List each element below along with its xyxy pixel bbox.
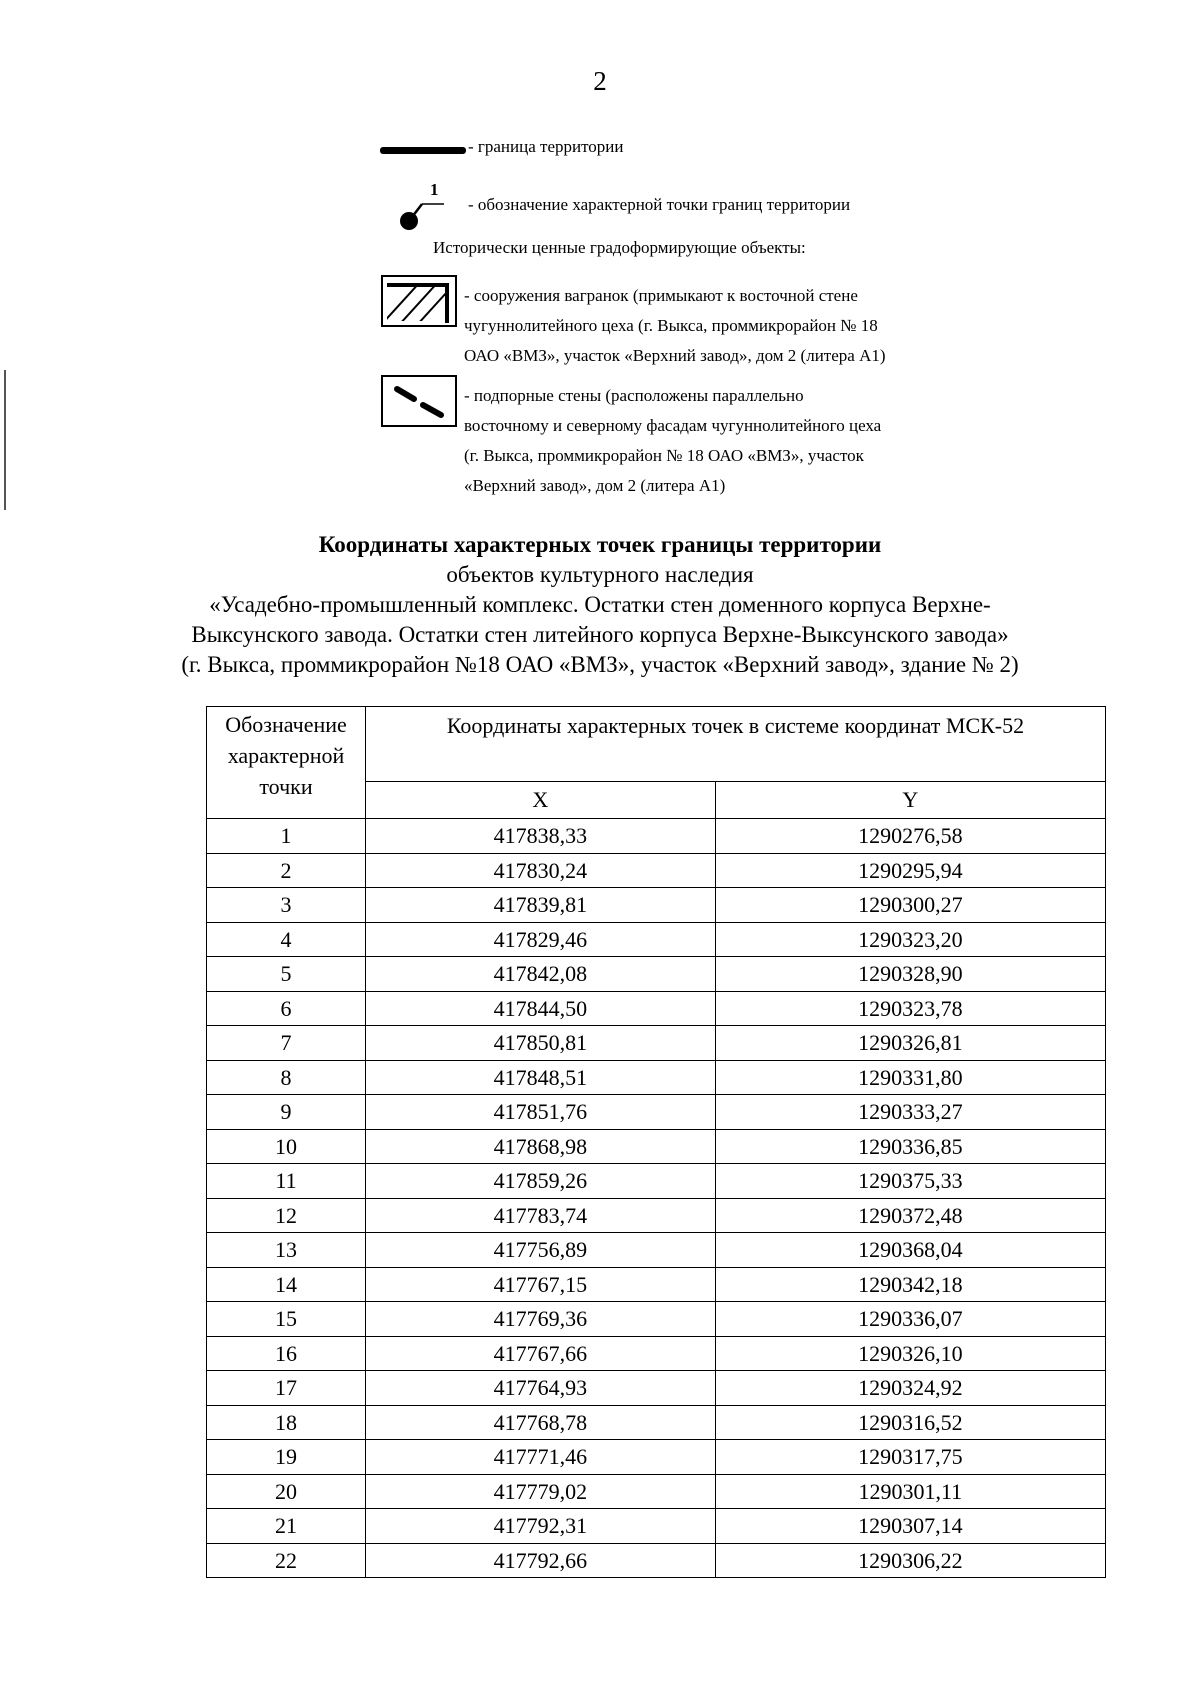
y-coordinate-cell: 1290342,18 [715,1267,1105,1302]
x-coordinate-cell: 417792,31 [366,1509,716,1544]
point-number-cell: 18 [207,1405,366,1440]
x-coordinate-cell: 417850,81 [366,1026,716,1061]
point-number-cell: 11 [207,1164,366,1199]
table-row [207,1543,1106,1578]
point-number-cell: 17 [207,1371,366,1406]
table-row [207,1440,1106,1475]
x-coordinate-cell: 417868,98 [366,1129,716,1164]
y-coordinate-cell: 1290328,90 [715,957,1105,992]
table-row [207,957,1106,992]
y-coordinate-cell: 1290323,78 [715,991,1105,1026]
boundary-point-icon [396,184,446,236]
x-coordinate-cell: 417767,66 [366,1336,716,1371]
point-number-cell: 6 [207,991,366,1026]
title-line: (г. Выкса, проммикрорайон №18 ОАО «ВМЗ», участок «Верхний завод», здание № 2) [181,652,1019,677]
table-row [207,991,1106,1026]
retaining-line: восточному и северному фасадам чугуннолитейного цеха [464,416,882,435]
header-x: X [366,782,716,819]
point-number-cell: 2 [207,853,366,888]
y-coordinate-cell: 1290276,58 [715,819,1105,854]
x-coordinate-cell: 417859,26 [366,1164,716,1199]
x-coordinate-cell: 417851,76 [366,1095,716,1130]
y-coordinate-cell: 1290326,81 [715,1026,1105,1061]
point-number-cell: 16 [207,1336,366,1371]
table-row [207,1509,1106,1544]
point-number-cell: 14 [207,1267,366,1302]
table-row [207,1371,1106,1406]
point-number-cell: 1 [207,819,366,854]
table-row [207,1095,1106,1130]
point-number-cell: 22 [207,1543,366,1578]
y-coordinate-cell: 1290307,14 [715,1509,1105,1544]
y-coordinate-cell: 1290372,48 [715,1198,1105,1233]
point-number-cell: 15 [207,1302,366,1337]
hatched-structure-icon [381,275,457,327]
x-coordinate-cell: 417783,74 [366,1198,716,1233]
table-row [207,1164,1106,1199]
point-number-cell: 5 [207,957,366,992]
y-coordinate-cell: 1290295,94 [715,853,1105,888]
x-coordinate-cell: 417756,89 [366,1233,716,1268]
title-line: Выксунского завода. Остатки стен литейного корпуса Верхне-Выксунского завода» [191,622,1009,647]
point-marker-label: 1 [430,180,439,199]
x-coordinate-cell: 417839,81 [366,888,716,923]
x-coordinate-cell: 417792,66 [366,1543,716,1578]
legend-cupola-text [464,281,886,371]
retaining-line: - подпорные стены (расположены параллельно [464,386,804,405]
x-coordinate-cell: 417764,93 [366,1371,716,1406]
point-number-cell: 21 [207,1509,366,1544]
y-coordinate-cell: 1290306,22 [715,1543,1105,1578]
legend-boundary-text: - граница территории [468,137,624,156]
x-coordinate-cell: 417838,33 [366,819,716,854]
cupola-line: - сооружения вагранок (примыкают к восточной стене [464,286,858,305]
y-coordinate-cell: 1290333,27 [715,1095,1105,1130]
y-coordinate-cell: 1290324,92 [715,1371,1105,1406]
table-row [207,1302,1106,1337]
point-number-cell: 8 [207,1060,366,1095]
x-coordinate-cell: 417842,08 [366,957,716,992]
cupola-line: ОАО «ВМЗ», участок «Верхний завод», дом 2 (литера А1) [464,346,886,365]
coordinates-table [206,706,1106,1578]
y-coordinate-cell: 1290300,27 [715,888,1105,923]
table-row [207,1198,1106,1233]
x-coordinate-cell: 417769,36 [366,1302,716,1337]
x-coordinate-cell: 417767,15 [366,1267,716,1302]
table-row [207,1233,1106,1268]
table-row [207,1129,1106,1164]
y-coordinate-cell: 1290336,07 [715,1302,1105,1337]
y-coordinate-cell: 1290316,52 [715,1405,1105,1440]
header-y: Y [715,782,1105,819]
title-line: «Усадебно-промышленный комплекс. Остатки стен доменного корпуса Верхне- [209,592,991,617]
y-coordinate-cell: 1290301,11 [715,1474,1105,1509]
retaining-line: (г. Выкса, проммикрорайон № 18 ОАО «ВМЗ», участок [464,446,864,465]
scan-margin-line [4,370,6,510]
title-line: Координаты характерных точек границы территории [318,532,882,557]
y-coordinate-cell: 1290331,80 [715,1060,1105,1095]
x-coordinate-cell: 417844,50 [366,991,716,1026]
document-title [0,530,1200,680]
table-row [207,1336,1106,1371]
y-coordinate-cell: 1290375,33 [715,1164,1105,1199]
point-number-cell: 3 [207,888,366,923]
table-row [207,853,1106,888]
table-row [207,888,1106,923]
table-row [207,819,1106,854]
y-coordinate-cell: 1290317,75 [715,1440,1105,1475]
y-coordinate-cell: 1290323,20 [715,922,1105,957]
x-coordinate-cell: 417779,02 [366,1474,716,1509]
x-coordinate-cell: 417848,51 [366,1060,716,1095]
header-point: Обозначение характерной точки [207,707,366,819]
coordinates-body [207,819,1106,1578]
table-row [207,1474,1106,1509]
table-row [207,1060,1106,1095]
table-row [207,1267,1106,1302]
y-coordinate-cell: 1290336,85 [715,1129,1105,1164]
table-row [207,922,1106,957]
x-coordinate-cell: 417771,46 [366,1440,716,1475]
table-row [207,1026,1106,1061]
y-coordinate-cell: 1290326,10 [715,1336,1105,1371]
legend-retaining-text [464,381,881,501]
page-number: 2 [593,66,607,96]
boundary-line-icon [380,144,470,158]
point-number-cell: 4 [207,922,366,957]
header-coords: Координаты характерных точек в системе координат МСК-52 [366,707,1106,782]
historic-objects-heading: Исторически ценные градоформирующие объекты: [433,238,806,257]
retaining-line: «Верхний завод», дом 2 (литера А1) [464,476,726,495]
point-number-cell: 13 [207,1233,366,1268]
title-line: объектов культурного наследия [446,562,754,587]
retaining-wall-icon [381,375,457,427]
legend-point-text: - обозначение характерной точки границ территории [468,195,851,214]
x-coordinate-cell: 417829,46 [366,922,716,957]
point-number-cell: 9 [207,1095,366,1130]
y-coordinate-cell: 1290368,04 [715,1233,1105,1268]
table-row [207,1405,1106,1440]
point-number-cell: 19 [207,1440,366,1475]
point-number-cell: 20 [207,1474,366,1509]
x-coordinate-cell: 417768,78 [366,1405,716,1440]
point-number-cell: 12 [207,1198,366,1233]
point-number-cell: 7 [207,1026,366,1061]
x-coordinate-cell: 417830,24 [366,853,716,888]
point-number-cell: 10 [207,1129,366,1164]
cupola-line: чугуннолитейного цеха (г. Выкса, проммикрорайон № 18 [464,316,878,335]
